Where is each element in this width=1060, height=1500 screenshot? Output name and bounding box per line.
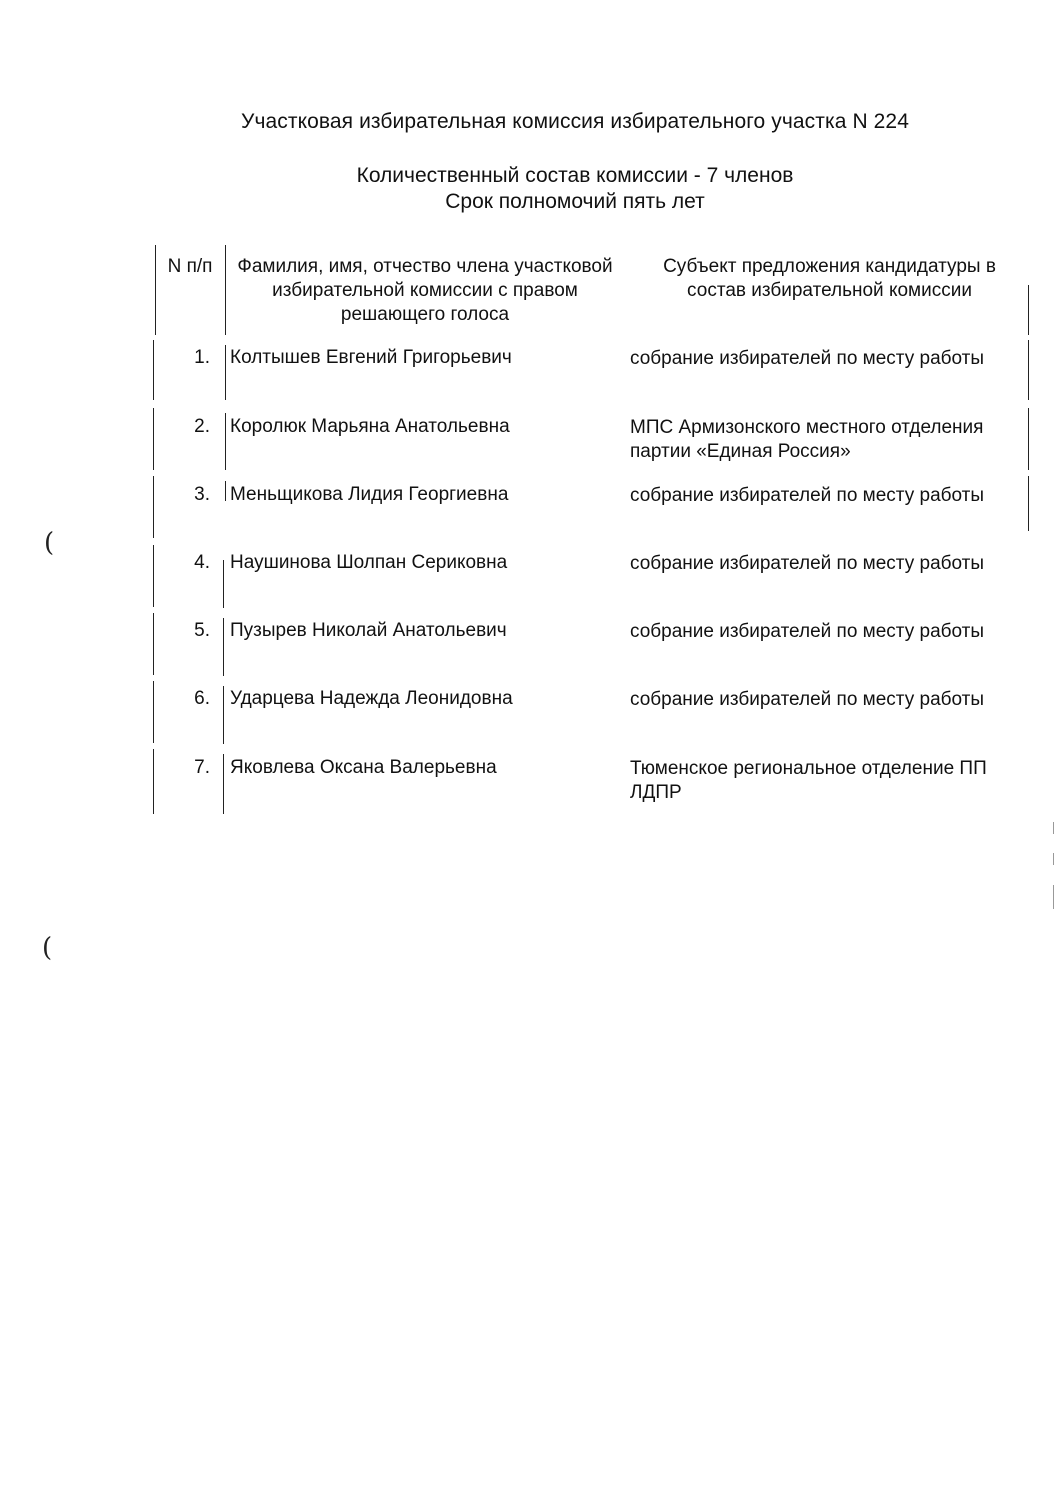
term-line: Срок полномочий пять лет: [445, 190, 705, 213]
header-name: Фамилия, имя, отчество члена участковой избирательной комиссии с правом решающего голоса: [237, 256, 613, 325]
border-line: [225, 413, 226, 470]
border-line: [1028, 476, 1029, 531]
nominating-subject: собрание избирателей по месту работы: [630, 348, 985, 369]
row-number: 4.: [194, 552, 210, 573]
border-line: [1028, 340, 1029, 400]
member-name: Ударцева Надежда Леонидовна: [230, 688, 513, 709]
border-line: [223, 686, 224, 744]
row-number: 6.: [194, 688, 210, 709]
member-name: Наушинова Шолпан Сериковна: [230, 552, 508, 573]
header-subject: Субъект предложения кандидатуры в состав избирательной комиссии: [663, 256, 996, 301]
member-name: Королюк Марьяна Анатольевна: [230, 416, 510, 437]
border-line: [223, 754, 224, 814]
border-line: [153, 681, 154, 743]
header-num: N п/п: [167, 256, 213, 277]
row-number: 7.: [194, 757, 210, 778]
border-line: [153, 749, 154, 814]
punch-hole-mark: (: [44, 528, 55, 558]
row-number: 2.: [194, 416, 210, 437]
border-line: [225, 245, 226, 335]
border-line: [153, 545, 154, 607]
border-line: [153, 613, 154, 675]
border-line: [225, 345, 226, 400]
border-line: [153, 408, 154, 470]
border-line: [1028, 408, 1029, 470]
nominating-subject: собрание избирателей по месту работы: [630, 485, 985, 506]
document-title: Участковая избирательная комиссия избирательного участка N 224: [241, 110, 909, 133]
member-name: Яковлева Оксана Валерьевна: [230, 757, 497, 778]
nominating-subject: собрание избирателей по месту работы: [630, 689, 985, 710]
row-number: 3.: [194, 484, 210, 505]
border-line: [225, 481, 226, 501]
border-line: [223, 618, 224, 676]
nominating-subject: собрание избирателей по месту работы: [630, 621, 985, 642]
nominating-subject: собрание избирателей по месту работы: [630, 553, 985, 574]
border-line: [155, 245, 156, 335]
border-line: [153, 340, 154, 400]
border-line: [223, 560, 224, 608]
row-number: 5.: [194, 620, 210, 641]
scan-speck: [1053, 885, 1054, 909]
nominating-subject: Тюменское региональное отделение ПП ЛДПР: [630, 758, 987, 803]
scan-speck: [1053, 822, 1054, 834]
scan-speck: [1053, 853, 1054, 865]
member-name: Колтышев Евгений Григорьевич: [230, 347, 512, 368]
row-number: 1.: [194, 347, 210, 368]
punch-hole-mark: (: [42, 933, 53, 963]
border-line: [153, 476, 154, 538]
nominating-subject: МПС Армизонского местного отделения партии «Единая Россия»: [630, 417, 984, 462]
member-name: Меньщикова Лидия Георгиевна: [230, 484, 509, 505]
composition-line: Количественный состав комиссии - 7 членов: [356, 164, 794, 187]
member-name: Пузырев Николай Анатольевич: [230, 620, 507, 641]
border-line: [1028, 285, 1029, 335]
